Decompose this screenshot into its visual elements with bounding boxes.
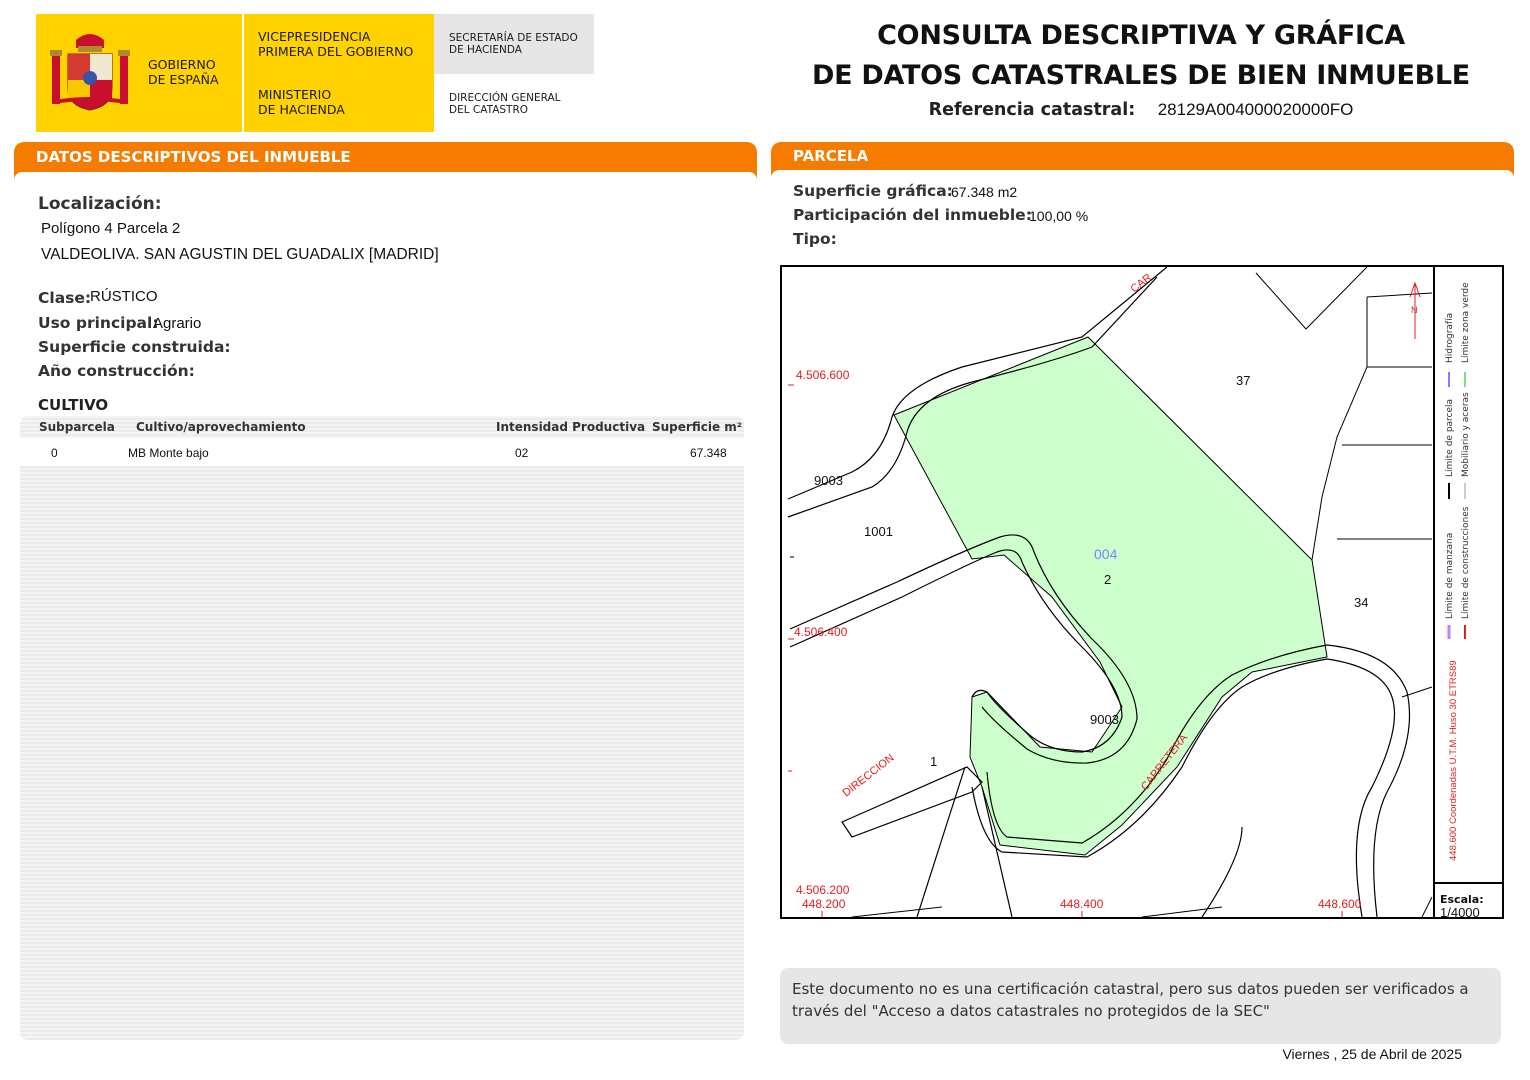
poligono-label: 004 bbox=[1094, 546, 1118, 562]
superficie-construida-label: Superficie construida: bbox=[38, 338, 231, 356]
ministerio-text: MINISTERIO DE HACIENDA bbox=[258, 87, 345, 117]
parcel-label-34: 34 bbox=[1354, 595, 1369, 610]
escala-label: Escala: bbox=[1440, 893, 1484, 906]
parcel-label-9003-b: 9003 bbox=[1090, 712, 1119, 727]
parcel-label-37: 37 bbox=[1236, 373, 1251, 388]
logo-divider bbox=[242, 14, 244, 132]
superficie-grafica-value: 67.348 m2 bbox=[951, 184, 1018, 200]
document-title: CONSULTA DESCRIPTIVA Y GRÁFICA DE DATOS CATASTRALES DE BIEN INMUEBLE bbox=[812, 20, 1470, 91]
reference-label: Referencia catastral: bbox=[928, 100, 1136, 120]
coord-x-448400: 448.400 bbox=[1060, 897, 1104, 911]
participacion-label: Participación del inmueble: bbox=[793, 206, 1032, 224]
north-arrow-icon bbox=[1410, 283, 1420, 339]
parcel-label-9003-a: 9003 bbox=[814, 473, 843, 488]
uso-label: Uso principal: bbox=[38, 314, 159, 332]
legend-zona-verde: Límite zona verde bbox=[1461, 282, 1471, 363]
legend-hidrografia: Hidrografía bbox=[1445, 312, 1455, 363]
legend-construcciones: Límite de construcciones bbox=[1461, 506, 1471, 619]
cell-cultivo: MB Monte bajo bbox=[128, 446, 209, 460]
coord-x-448600: 448.600 bbox=[1318, 897, 1362, 911]
participacion-value: 100,00 % bbox=[1029, 208, 1089, 224]
government-logo bbox=[36, 14, 594, 132]
cultivo-title: CULTIVO bbox=[38, 396, 109, 414]
coord-y-4506200: 4.506.200 bbox=[796, 883, 850, 897]
anio-construccion-label: Año construcción: bbox=[38, 362, 195, 380]
cell-intensidad: 02 bbox=[515, 446, 529, 460]
vicepresidencia-text: VICEPRESIDENCIA PRIMERA DEL GOBIERNO bbox=[258, 29, 414, 59]
column-header-intensidad: Intensidad Productiva bbox=[496, 420, 646, 434]
road-label-car: CAR bbox=[1128, 271, 1155, 296]
coat-of-arms-icon bbox=[50, 26, 130, 116]
escala-value: 1/4000 bbox=[1440, 905, 1480, 917]
cultivo-table bbox=[20, 416, 744, 1040]
column-header-superficie: Superficie m² bbox=[652, 420, 743, 434]
column-header-subparcela: Subparcela bbox=[39, 420, 115, 434]
superficie-grafica-label: Superficie gráfica: bbox=[793, 182, 953, 200]
svg-text:N: N bbox=[1411, 305, 1418, 315]
cell-superficie: 67.348 bbox=[690, 446, 727, 460]
legend-limite-manzana: Límite de manzana bbox=[1445, 532, 1455, 619]
parcel-2-area bbox=[894, 337, 1327, 855]
cell-subparcela: 0 bbox=[51, 446, 58, 460]
localizacion-label: Localización: bbox=[38, 194, 162, 214]
section-header-descriptivos: DATOS DESCRIPTIVOS DEL INMUEBLE bbox=[14, 142, 757, 180]
uso-value: Agrario bbox=[153, 315, 202, 332]
clase-label: Clase: bbox=[38, 289, 92, 307]
parcel-label-parcela-2: 2 bbox=[1104, 572, 1112, 587]
parcel-label-1: 1 bbox=[930, 754, 938, 769]
section-header-parcela: PARCELA bbox=[771, 142, 1514, 178]
parcel-label-1001: 1001 bbox=[864, 524, 893, 539]
coord-y-4506400: 4.506.400 bbox=[794, 625, 848, 639]
localizacion-line1: Polígono 4 Parcela 2 bbox=[41, 220, 181, 237]
notice-box: Este documento no es una certificación catastral, pero sus datos pueden ser verificados a través del "Acceso a datos catastrales no protegidos de la SEC" bbox=[780, 968, 1501, 1044]
legend-limite-parcela: Límite de parcela bbox=[1445, 398, 1455, 477]
footer-date: Viernes , 25 de Abril de 2025 bbox=[1282, 1046, 1462, 1062]
gov-name: GOBIERNO DE ESPAÑA bbox=[148, 57, 219, 87]
road-label-carretera: CARRETERA bbox=[1138, 731, 1191, 793]
legend-coords-note: 448.600 Coordenadas U.T.M. Huso 30 ETRS89 bbox=[1448, 660, 1459, 861]
map-svg bbox=[782, 267, 1502, 917]
reference-value: 28129A004000020000FO bbox=[1157, 100, 1354, 119]
secretaria-text: SECRETARÍA DE ESTADO DE HACIENDA bbox=[449, 32, 578, 57]
tipo-label: Tipo: bbox=[793, 230, 837, 248]
cadastral-map bbox=[780, 265, 1504, 919]
direccion-text: DIRECCIÓN GENERAL DEL CATASTRO bbox=[449, 92, 561, 117]
coord-x-448200: 448.200 bbox=[802, 897, 846, 911]
reference-row bbox=[770, 100, 1512, 120]
legend-mobiliario: Mobiliario y aceras bbox=[1461, 392, 1471, 477]
clase-value: RÚSTICO bbox=[90, 288, 158, 305]
column-header-cultivo: Cultivo/aprovechamiento bbox=[136, 420, 306, 434]
localizacion-line2: VALDEOLIVA. SAN AGUSTIN DEL GUADALIX [MADRID] bbox=[41, 246, 439, 263]
road-label-direccion: DIRECCION bbox=[840, 751, 897, 800]
coord-y-4506600: 4.506.600 bbox=[796, 368, 850, 382]
